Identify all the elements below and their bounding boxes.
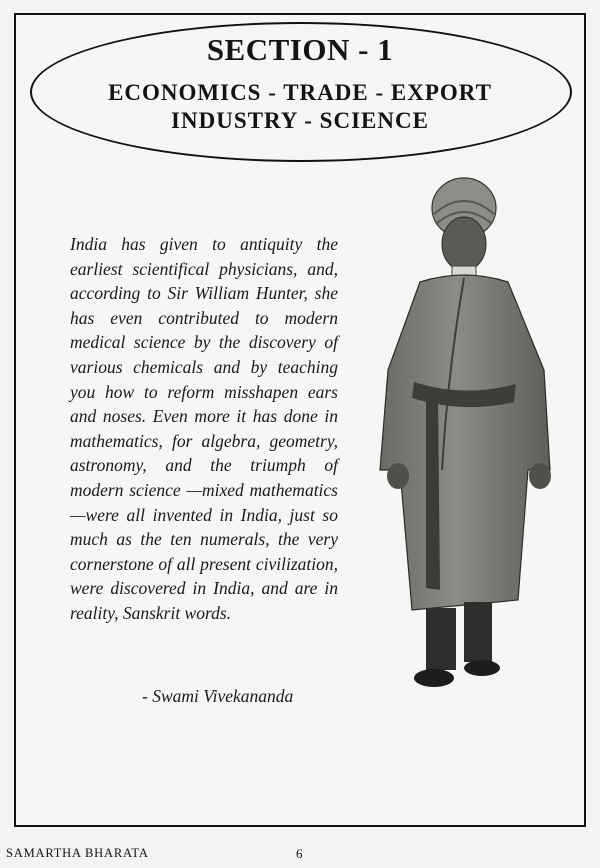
section-subtitle-line-2: INDUSTRY - SCIENCE	[171, 108, 429, 133]
section-subtitle-line-1: ECONOMICS - TRADE - EXPORT	[108, 80, 492, 105]
section-title: SECTION - 1	[206, 32, 394, 67]
footer-book-title: SAMARTHA BHARATA	[6, 846, 149, 860]
quote-text: India has given to antiquity the earliest scientifical physicians, and, according to Sir William Hunter, she has even contributed to modern medical science by the discovery of various chemicals and by teaching you how to reform misshapen ears and noses. Even more it has done in mathematics, for algebra, geometry, astronomy, and the triumph of modern science —mixed mathematics —were all invented in India, just so much as the ten numerals, the very cornerstone of all present civilization, were discovered in India, and are in reality, Sanskrit words.	[70, 234, 338, 623]
quote-attribution: - Swami Vivekananda	[142, 686, 294, 706]
vivekananda-portrait	[368, 170, 578, 705]
footer-page-number: 6	[296, 846, 303, 861]
